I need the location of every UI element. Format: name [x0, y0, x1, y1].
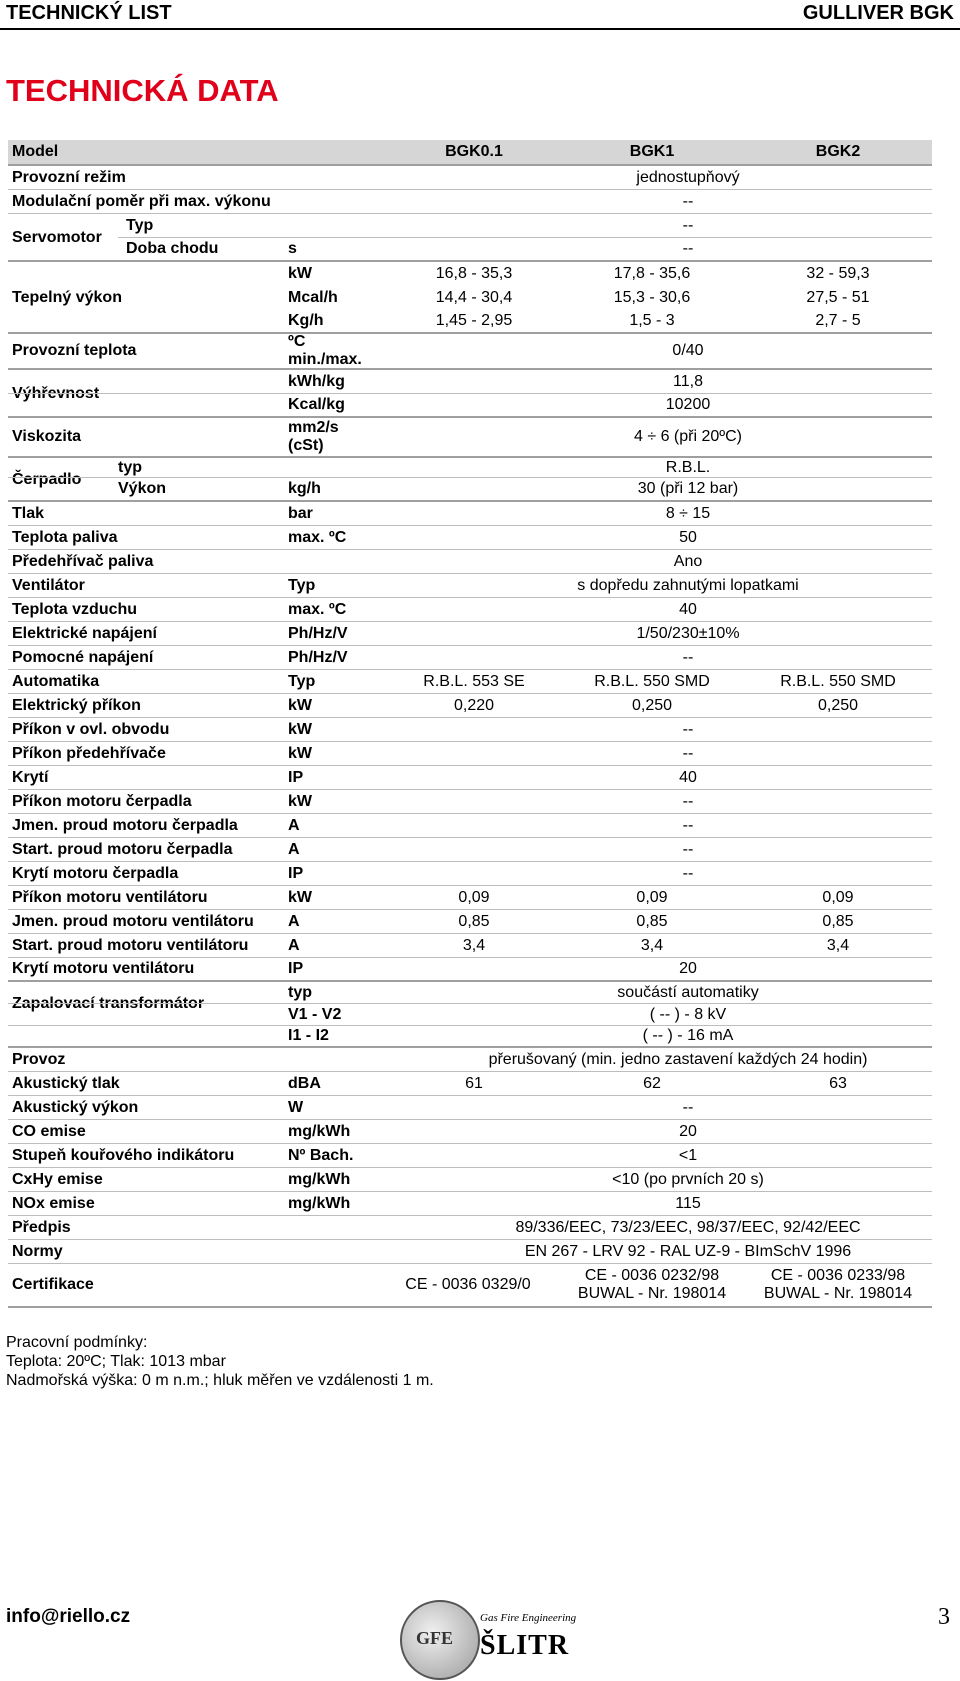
row-unit: V1 - V2	[288, 1005, 342, 1023]
row-label: Předpis	[12, 1218, 71, 1236]
row-label: Akustický tlak	[12, 1074, 120, 1092]
table-header-row	[8, 140, 932, 166]
row-sublabel: Doba chodu	[126, 240, 219, 257]
page-title: TECHNICKÁ DATA	[6, 73, 279, 108]
logo-name: ŠLITR	[480, 1630, 570, 1661]
row-unit: Kcal/kg	[288, 396, 345, 413]
row-label: Modulační poměr při max. výkonu	[12, 192, 271, 210]
row-value: --	[682, 648, 694, 666]
unit-line: min./max.	[288, 351, 362, 368]
row-value: EN 267 - LRV 92 - RAL UZ-9 - BImSchV 1996	[524, 1242, 852, 1260]
table-row	[8, 958, 932, 982]
row-label: Elektrický příkon	[12, 696, 141, 714]
row-value-3: 63	[829, 1074, 847, 1092]
row-unit: mg/kWh	[288, 1194, 351, 1212]
table-row	[8, 814, 932, 838]
row-value-1: CE - 0036 0329/0	[405, 1276, 531, 1293]
row-label: Provozní teplota	[12, 342, 137, 359]
row-value-2: 0,250	[631, 696, 673, 714]
row-value-2: R.B.L. 550 SMD	[594, 672, 710, 690]
table-row	[8, 550, 932, 574]
row-value: 8 ÷ 15	[665, 504, 711, 522]
table-row	[8, 370, 932, 394]
row-value: s dopředu zahnutými lopatkami	[577, 576, 799, 594]
table-row	[8, 790, 932, 814]
row-value-1: 0,85	[458, 912, 490, 930]
row-value: --	[682, 792, 694, 810]
row-value-1: 3,4	[462, 936, 486, 954]
table-row	[8, 526, 932, 550]
row-value: 89/336/EEC, 73/23/EEC, 98/37/EEC, 92/42/EEC	[515, 1218, 861, 1236]
row-label: Normy	[12, 1242, 63, 1260]
row-label: Teplota paliva	[12, 528, 118, 546]
note-line: Nadmořská výška: 0 m n.m.; hluk měřen ve vzdálenosti 1 m.	[6, 1372, 434, 1389]
row-unit: Typ	[288, 576, 316, 594]
table-row	[8, 334, 932, 370]
cert-line: BUWAL - Nr. 198014	[763, 1285, 913, 1302]
group-label: Čerpadlo	[12, 471, 82, 488]
table-row	[118, 214, 932, 238]
row-label: Automatika	[12, 672, 100, 690]
row-unit: Ph/Hz/V	[288, 648, 348, 666]
row-label: Akustický výkon	[12, 1098, 139, 1116]
table-row	[8, 934, 932, 958]
row-label: CxHy emise	[12, 1170, 103, 1188]
row-label: Předehřívač paliva	[12, 552, 154, 570]
row-value: --	[682, 816, 694, 834]
table-row	[8, 886, 932, 910]
table-row	[8, 1004, 932, 1026]
row-label: Jmen. proud motoru čerpadla	[12, 816, 238, 834]
row-value-2: 62	[643, 1074, 661, 1092]
row-value-2: 3,4	[640, 936, 664, 954]
table-row	[8, 286, 932, 310]
row-value-3: 0,09	[822, 888, 854, 906]
row-unit: bar	[288, 504, 313, 522]
header-rule	[0, 28, 960, 30]
row-value-2: 17,8 - 35,6	[613, 265, 691, 282]
row-unit: max. ºC	[288, 528, 347, 546]
table-row	[8, 670, 932, 694]
table-row	[8, 598, 932, 622]
row-label: NOx emise	[12, 1194, 95, 1212]
row-value-3: 0,85	[822, 912, 854, 930]
table-row	[8, 766, 932, 790]
working-conditions-notes	[6, 1333, 434, 1390]
table-row	[8, 982, 932, 1004]
row-label: Tlak	[12, 504, 45, 522]
row-unit	[288, 334, 362, 368]
row-value: součástí automatiky	[617, 983, 759, 1001]
row-unit: kW	[288, 265, 312, 282]
row-unit: A	[288, 816, 300, 834]
header-bgk1: BGK1	[629, 143, 675, 160]
row-value: Ano	[673, 552, 703, 570]
table-row	[8, 1048, 932, 1072]
group-label: Tepelný výkon	[12, 289, 122, 306]
table-row	[8, 694, 932, 718]
row-unit: kW	[288, 888, 312, 906]
vyhrevnost-group	[8, 370, 932, 418]
row-value: --	[682, 840, 694, 858]
row-unit: A	[288, 912, 300, 930]
table-row	[8, 574, 932, 598]
row-label: Příkon motoru ventilátoru	[12, 888, 208, 906]
technical-data-table	[8, 140, 932, 1308]
group-label: Zapalovací transformátor	[12, 995, 205, 1012]
row-value: R.B.L.	[665, 458, 711, 476]
row-value-1: 0,220	[453, 696, 495, 714]
row-value-3: 3,4	[826, 936, 850, 954]
header-model: Model	[12, 143, 59, 160]
row-value: --	[682, 240, 694, 257]
row-unit: IP	[288, 768, 304, 786]
row-unit: dBA	[288, 1074, 321, 1092]
row-value-1: 16,8 - 35,3	[435, 265, 513, 282]
row-unit: kW	[288, 696, 312, 714]
rows-group-c	[8, 886, 932, 958]
row-unit: kg/h	[288, 480, 321, 497]
row-value: 1/50/230±10%	[636, 624, 740, 642]
rows-group-a	[8, 502, 932, 670]
row-label: Start. proud motoru ventilátoru	[12, 936, 249, 954]
row-unit: IP	[288, 864, 304, 882]
note-line: Teplota: 20ºC; Tlak: 1013 mbar	[6, 1353, 226, 1370]
table-row	[8, 418, 932, 458]
row-value-3: 27,5 - 51	[806, 289, 870, 306]
table-row	[8, 166, 932, 190]
row-label: Krytí	[12, 768, 49, 786]
row-value-3: 32 - 59,3	[806, 265, 870, 282]
row-value-2: 15,3 - 30,6	[613, 289, 691, 306]
row-value-3	[758, 1264, 918, 1306]
logo-mark: GFE	[416, 1628, 454, 1648]
slitr-logo	[400, 1600, 600, 1678]
row-unit: Ph/Hz/V	[288, 624, 348, 642]
row-value: --	[682, 216, 694, 234]
tepelny-vykon-group	[8, 262, 932, 334]
document-type: TECHNICKÝ LIST	[6, 2, 172, 24]
table-row	[8, 394, 932, 418]
row-sublabel: Výkon	[118, 480, 167, 497]
row-value: přerušovaný (min. jedno zastavení každých 24 hodin)	[488, 1050, 868, 1068]
servomotor-group	[8, 214, 932, 262]
row-label: CO emise	[12, 1122, 86, 1140]
row-unit	[288, 418, 339, 456]
row-value-2: 0,09	[636, 888, 668, 906]
row-label: Ventilátor	[12, 576, 85, 594]
row-value: --	[682, 744, 694, 762]
row-label: Certifikace	[12, 1276, 94, 1293]
row-label: Provoz	[12, 1050, 66, 1068]
row-label: Start. proud motoru čerpadla	[12, 840, 233, 858]
row-value: 40	[679, 768, 697, 786]
row-unit: mg/kWh	[288, 1122, 351, 1140]
row-value-1: 0,09	[458, 888, 490, 906]
row-sublabel: typ	[118, 458, 142, 476]
row-label: Krytí motoru čerpadla	[12, 864, 179, 882]
row-value-3: 2,7 - 5	[815, 312, 861, 329]
row-value: <1	[678, 1146, 698, 1164]
row-label: Elektrické napájení	[12, 624, 157, 642]
row-label: Jmen. proud motoru ventilátoru	[12, 912, 254, 930]
row-unit: kW	[288, 720, 312, 738]
row-label: Příkon motoru čerpadla	[12, 792, 192, 810]
row-value-1: 1,45 - 2,95	[435, 312, 513, 329]
table-row	[8, 742, 932, 766]
row-value: 50	[679, 528, 697, 546]
table-row	[8, 838, 932, 862]
table-row	[8, 458, 932, 478]
table-row	[8, 1216, 932, 1240]
table-row	[8, 862, 932, 886]
row-value: 30 (při 12 bar)	[637, 480, 739, 497]
row-unit: mg/kWh	[288, 1170, 351, 1188]
rows-group-d	[8, 1096, 932, 1264]
row-value-2	[568, 1264, 736, 1306]
row-unit: max. ºC	[288, 600, 347, 618]
row-value: 20	[679, 960, 697, 977]
row-value: jednostupňový	[636, 168, 740, 186]
contact-email: info@riello.cz	[6, 1606, 131, 1627]
header-bgk01: BGK0.1	[445, 143, 503, 160]
page-number: 3	[938, 1604, 950, 1630]
table-row	[8, 1264, 932, 1308]
cert-line: CE - 0036 0233/98	[770, 1267, 906, 1284]
row-value: <10 (po prvních 20 s)	[612, 1170, 764, 1188]
note-line: Pracovní podmínky:	[6, 1334, 148, 1351]
row-value: --	[682, 864, 694, 882]
row-unit: A	[288, 936, 300, 954]
table-row	[8, 1192, 932, 1216]
row-value: 4 ÷ 6 (při 20ºC)	[634, 428, 742, 445]
group-label: Servomotor	[12, 229, 102, 246]
product-name: GULLIVER BGK	[802, 2, 954, 24]
unit-line: ºC	[288, 333, 306, 350]
cerpadlo-group	[8, 458, 932, 502]
table-row	[8, 502, 932, 526]
row-value: --	[682, 720, 694, 738]
table-row	[8, 1240, 932, 1264]
row-value: 11,8	[673, 372, 703, 390]
row-unit: Nº Bach.	[288, 1146, 354, 1164]
table-row	[8, 646, 932, 670]
row-label: Provozní režim	[12, 168, 126, 186]
cert-line: BUWAL - Nr. 198014	[577, 1285, 727, 1302]
row-label: Pomocné napájení	[12, 648, 154, 666]
row-value-1: 61	[465, 1074, 483, 1092]
row-value: ( -- ) - 8 kV	[649, 1005, 727, 1023]
row-unit: W	[288, 1098, 304, 1116]
row-label: Příkon předehřívače	[12, 744, 166, 762]
row-value-2: 0,85	[636, 912, 668, 930]
row-unit: I1 - I2	[288, 1027, 329, 1044]
table-row	[8, 238, 932, 262]
table-row	[8, 1144, 932, 1168]
table-row	[8, 1120, 932, 1144]
row-value: --	[682, 192, 694, 210]
row-value: 115	[675, 1194, 701, 1212]
row-value: ( -- ) - 16 mA	[642, 1027, 734, 1044]
unit-line: (cSt)	[288, 437, 324, 454]
row-value: 0/40	[672, 342, 704, 359]
table-row	[8, 910, 932, 934]
row-unit: kWh/kg	[288, 372, 345, 390]
logo-tagline: Gas Fire Engineering	[480, 1612, 577, 1624]
table-row	[8, 622, 932, 646]
row-label: Krytí motoru ventilátoru	[12, 960, 195, 977]
row-unit: Typ	[288, 672, 316, 690]
table-row	[8, 1096, 932, 1120]
row-unit: typ	[288, 983, 312, 1001]
row-unit: A	[288, 840, 300, 858]
table-row	[8, 190, 932, 214]
row-unit: kW	[288, 744, 312, 762]
rows-group-b	[8, 718, 932, 886]
row-label: Viskozita	[12, 428, 82, 445]
row-label: Teplota vzduchu	[12, 600, 138, 618]
row-unit: kW	[288, 792, 312, 810]
table-row	[8, 718, 932, 742]
row-sublabel: Typ	[126, 216, 154, 234]
table-row	[8, 478, 932, 502]
row-value-3: R.B.L. 550 SMD	[780, 672, 896, 690]
table-row	[8, 1026, 932, 1048]
row-value-1: 14,4 - 30,4	[435, 289, 513, 306]
row-unit: Kg/h	[288, 312, 324, 329]
row-label: Příkon v ovl. obvodu	[12, 720, 170, 738]
row-value: 10200	[665, 396, 711, 413]
row-value-1: R.B.L. 553 SE	[423, 672, 525, 690]
zapalovaci-group	[8, 982, 932, 1048]
row-value-2: 1,5 - 3	[629, 312, 675, 329]
row-unit: s	[288, 240, 297, 257]
table-row	[8, 262, 932, 286]
row-value: 20	[679, 1122, 697, 1140]
group-label: Výhřevnost	[12, 385, 100, 402]
row-unit: Mcal/h	[288, 289, 338, 306]
row-value: 40	[679, 600, 697, 618]
row-value: --	[682, 1098, 694, 1116]
unit-line: mm2/s	[288, 419, 339, 436]
table-row	[8, 310, 932, 334]
header-bgk2: BGK2	[815, 143, 861, 160]
table-row	[8, 1072, 932, 1096]
cert-line: CE - 0036 0232/98	[584, 1267, 720, 1284]
row-value-3: 0,250	[817, 696, 859, 714]
row-unit: IP	[288, 960, 304, 977]
page-header	[0, 0, 960, 28]
table-row	[8, 1168, 932, 1192]
row-label: Stupeň kouřového indikátoru	[12, 1146, 235, 1164]
